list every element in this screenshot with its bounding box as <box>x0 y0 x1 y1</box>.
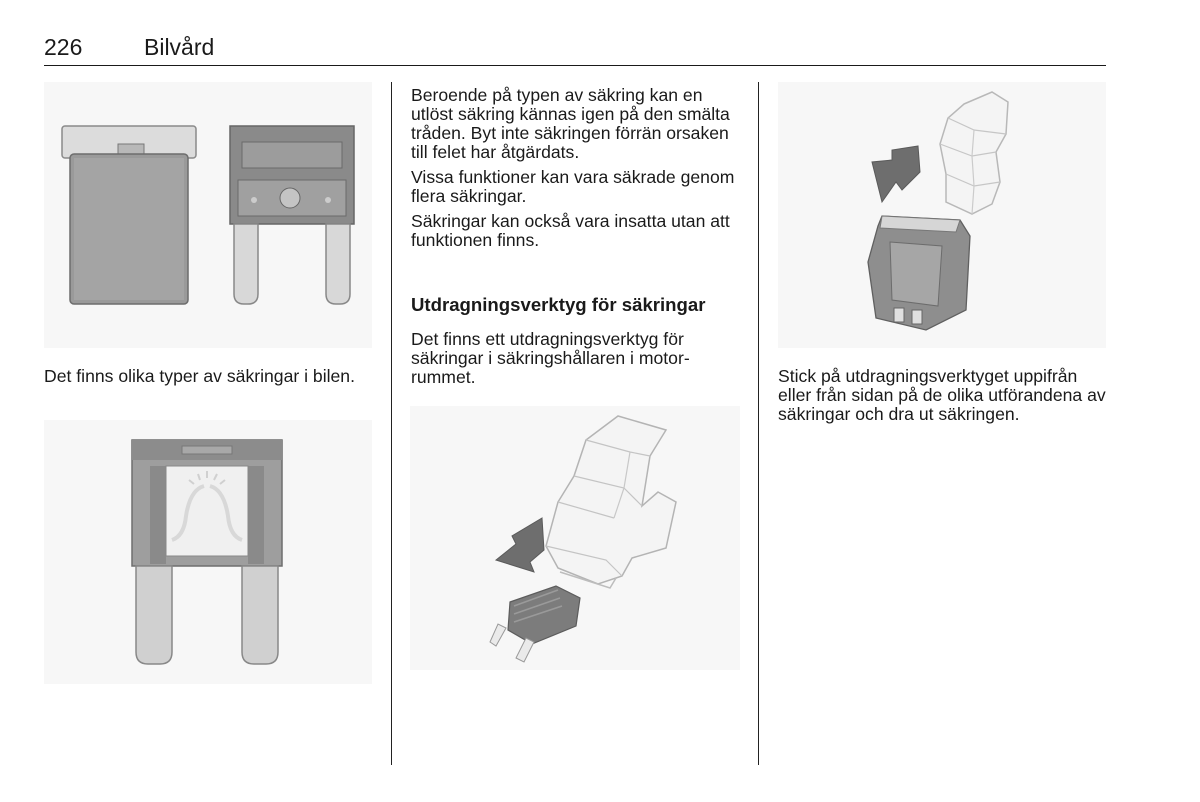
paragraph: Vissa funktioner kan vara säkrade genom flera säkringar. <box>411 167 735 206</box>
tool-text: Det finns ett utdragningsverktyg för säkringar i säkringshållaren i motor-rummet. <box>411 329 690 387</box>
fuse-types-caption: Det finns olika typer av säkringar i bilen. <box>44 366 355 386</box>
paragraph: Säkringar kan också vara insatta utan att funktionen finns. <box>411 211 730 250</box>
column-divider <box>758 82 759 765</box>
blown-fuse-drawing <box>44 420 372 684</box>
fuse-puller-illustration <box>410 406 740 670</box>
page-header <box>44 34 1106 66</box>
paragraph: Beroende på typen av säkring kan en utlöst säkring kännas igen på den smälta tråden. Byt inte säkringen förrän orsaken till felet har åtgärdats. <box>411 85 730 162</box>
fuse-types-drawing <box>44 82 372 348</box>
tool-heading: Utdragningsverktyg för säkringar <box>411 294 706 315</box>
section-title: Bilvård <box>144 34 215 60</box>
fuse-info-text <box>411 86 741 250</box>
fuse-puller-cartridge-illustration <box>778 82 1106 348</box>
fuse-puller-drawing <box>410 406 740 670</box>
fuse-types-illustration <box>44 82 372 348</box>
page-number: 226 <box>44 34 83 60</box>
column-divider <box>391 82 392 765</box>
blown-fuse-illustration <box>44 420 372 684</box>
fuse-puller-cartridge-drawing <box>778 82 1106 348</box>
puller-caption: Stick på utdragningsverktyget uppifrån eller från sidan på de olika utförandena av säkringar och dra ut säkringen. <box>778 366 1106 424</box>
